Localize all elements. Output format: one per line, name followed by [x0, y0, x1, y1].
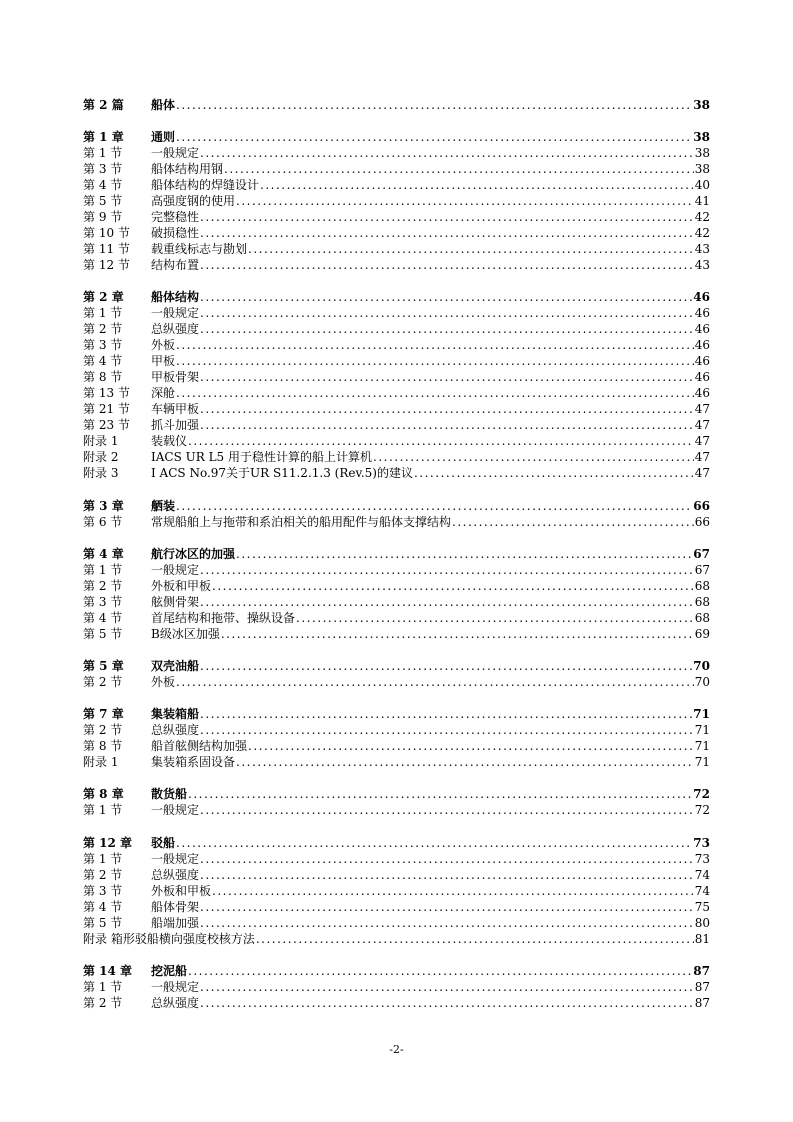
toc-entry-title: 一般规定 [151, 979, 200, 994]
toc-entry-label: 第 1 节 [83, 979, 123, 994]
dot-leader [200, 225, 694, 241]
dot-leader [212, 883, 694, 899]
toc-entry-label: 第 1 节 [83, 146, 123, 161]
toc-entry-label: 第 4 章 [83, 546, 124, 561]
toc-entry-label: 第 3 节 [83, 162, 123, 177]
dot-leader [200, 658, 692, 674]
toc-entry-label: 第 2 节 [83, 867, 123, 882]
toc-entry-row[interactable] [83, 177, 710, 193]
toc-entry-row[interactable] [83, 594, 710, 610]
toc-entry-title: B级冰区加强 [151, 626, 220, 641]
toc-heading-row[interactable] [83, 129, 710, 145]
toc-entry-page: 72 [693, 787, 710, 802]
toc-entry-title: 甲板 [151, 354, 176, 369]
toc-entry-page: 87 [694, 979, 710, 994]
toc-entry-label: 第 13 节 [83, 386, 130, 401]
toc-entry-row[interactable] [83, 449, 710, 465]
toc-entry-label: 第 5 章 [83, 658, 124, 673]
toc-entry-title: 双壳油船 [151, 658, 200, 673]
toc-entry-row[interactable] [83, 578, 710, 594]
toc-entry-title: 船体结构 [151, 290, 200, 305]
toc-entry-label: 第 2 节 [83, 723, 123, 738]
toc-entry-row[interactable] [83, 883, 710, 899]
dot-leader [188, 963, 692, 979]
toc-entry-label: 第 2 篇 [83, 98, 124, 112]
dot-leader [200, 145, 694, 161]
toc-entry-label: 第 5 节 [83, 626, 123, 641]
toc-entry-page: 40 [694, 178, 710, 193]
toc-entry-page: 74 [694, 867, 710, 882]
toc-entry-title: 船端加强 [151, 915, 200, 930]
toc-entry-page: 70 [693, 658, 710, 673]
toc-entry-row[interactable] [83, 433, 710, 449]
section-spacer [83, 690, 710, 706]
dot-leader [200, 995, 694, 1011]
toc-entry-label: 第 2 节 [83, 578, 123, 593]
toc-entry-page: 46 [694, 306, 710, 321]
toc-entry-row[interactable] [83, 241, 710, 257]
toc-entry-title: 常规船舶上与拖带和系泊相关的船用配件与船体支撑结构 [151, 514, 452, 529]
toc-entry-label: 附录 2 [83, 450, 119, 465]
toc-entry-title: 高强度钢的使用 [151, 194, 236, 209]
toc-entry-title: 一般规定 [151, 803, 200, 818]
toc-heading-row[interactable] [83, 786, 710, 802]
section-spacer [83, 818, 710, 834]
dot-leader [200, 257, 694, 273]
toc-entry-page: 73 [693, 835, 710, 850]
toc-entry-label: 第 1 章 [83, 130, 124, 145]
toc-entry-row[interactable] [83, 337, 710, 353]
toc-entry-label: 第 2 节 [83, 995, 123, 1010]
toc-entry-title: 一般规定 [151, 146, 200, 161]
toc-entry-title: 航行冰区的加强 [151, 546, 236, 561]
toc-entry-page: 38 [693, 130, 710, 145]
toc-entry-row[interactable] [83, 851, 710, 867]
toc-entry-label: 第 12 节 [83, 258, 130, 273]
toc-entry-title: 总纵强度 [151, 995, 200, 1010]
toc-entry-title: 完整稳性 [151, 210, 200, 225]
toc-heading-row[interactable] [83, 97, 710, 113]
toc-entry-page: 71 [694, 739, 710, 754]
toc-entry-page: 38 [693, 98, 710, 112]
toc-entry-page: 46 [694, 322, 710, 337]
toc-entry-label: 第 2 章 [83, 290, 124, 305]
toc-entry-row[interactable] [83, 626, 710, 642]
toc-entry-page: 69 [694, 626, 710, 641]
toc-entry-label: 第 4 节 [83, 899, 123, 914]
toc-entry-page: 71 [694, 723, 710, 738]
toc-entry-label: 第 21 节 [83, 402, 130, 417]
dot-leader [176, 97, 692, 113]
toc-entry-row[interactable] [83, 867, 710, 883]
toc-entry-row[interactable] [83, 722, 710, 738]
toc-entry-label: 第 1 节 [83, 306, 123, 321]
toc-entry-row[interactable] [83, 915, 710, 931]
section-spacer [83, 770, 710, 786]
dot-leader [248, 241, 694, 257]
toc-entry-label: 附录 3 [83, 466, 119, 481]
toc-entry-row[interactable] [83, 931, 710, 947]
toc-entry-label: 第 6 节 [83, 514, 123, 529]
toc-entry-label: 第 11 节 [83, 242, 130, 257]
toc-entry-title: 外板和甲板 [151, 578, 212, 593]
toc-entry-page: 71 [693, 707, 710, 722]
toc-entry-row[interactable] [83, 193, 710, 209]
toc-entry-page: 80 [694, 915, 710, 930]
toc-entry-title: 甲板骨架 [151, 370, 200, 385]
toc-entry-row[interactable] [83, 401, 710, 417]
toc-entry-label: 第 7 章 [83, 707, 124, 722]
dot-leader [373, 449, 694, 465]
dot-leader [236, 193, 694, 209]
toc-entry-row[interactable] [83, 369, 710, 385]
toc-entry-title: 通则 [151, 130, 176, 145]
toc-entry-label: 第 23 节 [83, 418, 130, 433]
dot-leader [236, 546, 692, 562]
toc-entry-page: 66 [694, 514, 710, 529]
toc-entry-label: 第 1 节 [83, 803, 123, 818]
toc-entry-label: 第 8 章 [83, 787, 124, 802]
dot-leader [200, 867, 694, 883]
toc-entry-title: 总纵强度 [151, 723, 200, 738]
toc-entry-page: 41 [694, 194, 710, 209]
toc-entry-label: 第 3 节 [83, 338, 123, 353]
dot-leader [200, 305, 694, 321]
dot-leader [176, 498, 692, 514]
toc-entry-label: 第 2 节 [83, 322, 123, 337]
toc-entry-row[interactable] [83, 995, 710, 1011]
toc-entry-title: 船首舷侧结构加强 [151, 739, 248, 754]
toc-entry-page: 87 [694, 995, 710, 1010]
toc-entry-label: 第 3 节 [83, 883, 123, 898]
toc-entry-title: 装载仪 [151, 434, 188, 449]
section-spacer [83, 530, 710, 546]
toc-entry-title: IACS UR L5 用于稳性计算的船上计算机 [151, 450, 373, 465]
toc-entry-label: 第 2 节 [83, 674, 123, 689]
dot-leader [414, 465, 694, 481]
dot-leader [221, 626, 694, 642]
toc-heading-row[interactable] [83, 706, 710, 722]
toc-entry-title: 一般规定 [151, 562, 200, 577]
dot-leader [296, 610, 694, 626]
toc-entry-title: I ACS No.97关于UR S11.2.1.3 (Rev.5)的建议 [151, 466, 413, 481]
dot-leader [200, 594, 694, 610]
dot-leader [188, 433, 694, 449]
toc-entry-title: 散货船 [151, 787, 188, 802]
toc-entry-page: 68 [694, 578, 710, 593]
dot-leader [200, 706, 692, 722]
toc-entry-label: 第 10 节 [83, 226, 130, 241]
toc-entry-row[interactable] [83, 161, 710, 177]
toc-entry-label: 第 9 节 [83, 210, 123, 225]
toc-entry-page: 87 [693, 963, 710, 978]
toc-entry-title: 载重线标志与勘划 [151, 242, 248, 257]
toc-entry-page: 46 [693, 290, 710, 305]
dot-leader [452, 514, 694, 530]
toc-entry-row[interactable] [83, 305, 710, 321]
toc-entry-title: 外板和甲板 [151, 883, 212, 898]
toc-entry-row[interactable] [83, 514, 710, 530]
toc-heading-row[interactable] [83, 835, 710, 851]
toc-entry-row[interactable] [83, 145, 710, 161]
toc-entry-title: 船体 [151, 98, 176, 112]
toc-entry-page: 47 [694, 418, 710, 433]
toc-entry-title: 一般规定 [151, 851, 200, 866]
dot-leader [200, 979, 694, 995]
toc-entry-title: 船体结构的焊缝设计 [151, 178, 260, 193]
toc-entry-row[interactable] [83, 610, 710, 626]
toc-entry-label: 附录 1 [83, 755, 119, 770]
toc-entry-row[interactable] [83, 899, 710, 915]
toc-entry-row[interactable] [83, 385, 710, 401]
toc-entry-label: 第 3 节 [83, 594, 123, 609]
toc-entry-row[interactable] [83, 738, 710, 754]
toc-entry-row[interactable] [83, 754, 710, 770]
toc-entry-label: 第 3 章 [83, 498, 124, 513]
page-number: -2- [389, 1043, 404, 1056]
toc-entry-title: 舷侧骨架 [151, 594, 200, 609]
section-spacer [83, 273, 710, 289]
toc-entry-page: 47 [694, 450, 710, 465]
section-spacer [83, 642, 710, 658]
toc-entry-page: 68 [694, 594, 710, 609]
toc-entry-row[interactable] [83, 674, 710, 690]
toc-entry-page: 75 [694, 899, 710, 914]
toc-entry-page: 42 [694, 226, 710, 241]
dot-leader [200, 369, 694, 385]
toc-entry-row[interactable] [83, 225, 710, 241]
toc-entry-page: 46 [694, 370, 710, 385]
dot-leader [188, 786, 692, 802]
toc-entry-title: 首尾结构和拖带、操纵设备 [151, 610, 296, 625]
dot-leader [176, 129, 692, 145]
dot-leader [200, 851, 694, 867]
dot-leader [224, 161, 694, 177]
dot-leader [200, 321, 694, 337]
toc-entry-title: 船体骨架 [151, 899, 200, 914]
toc-entry-page: 72 [694, 803, 710, 818]
dot-leader [200, 289, 692, 305]
toc-entry-label: 第 1 节 [83, 851, 123, 866]
toc-heading-row[interactable] [83, 289, 710, 305]
toc-entry-page: 66 [693, 498, 710, 513]
toc-entry-title: 挖泥船 [151, 963, 188, 978]
toc-entry-title: 总纵强度 [151, 322, 200, 337]
toc-entry-label: 第 5 节 [83, 194, 123, 209]
toc-entry-title: 舾装 [151, 498, 176, 513]
toc-entry-page: 68 [694, 610, 710, 625]
toc-entry-row[interactable] [83, 417, 710, 433]
toc-entry-title: 抓斗加强 [151, 418, 200, 433]
dot-leader [236, 754, 694, 770]
dot-leader [200, 562, 694, 578]
toc-entry-label: 第 5 节 [83, 915, 123, 930]
toc-entry-page: 38 [694, 146, 710, 161]
toc-entry-label: 第 8 节 [83, 739, 123, 754]
toc-entry-title: 附录 箱形驳船横向强度校核方法 [83, 931, 255, 946]
dot-leader [176, 337, 694, 353]
toc-entry-row[interactable] [83, 979, 710, 995]
toc-entry-title: 集装箱船 [151, 707, 200, 722]
dot-leader [200, 899, 694, 915]
toc-entry-label: 第 12 章 [83, 835, 133, 850]
toc-entry-title: 结构布置 [151, 258, 200, 273]
section-spacer [83, 113, 710, 129]
toc-entry-page: 74 [694, 883, 710, 898]
toc-entry-title: 驳船 [151, 835, 176, 850]
toc-entry-page: 47 [694, 402, 710, 417]
toc-entry-page: 42 [694, 210, 710, 225]
dot-leader [200, 722, 694, 738]
toc-entry-title: 外板 [151, 674, 176, 689]
toc-entry-label: 第 1 节 [83, 562, 123, 577]
toc-heading-row[interactable] [83, 658, 710, 674]
dot-leader [176, 674, 694, 690]
dot-leader [200, 417, 694, 433]
toc-entry-page: 67 [694, 562, 710, 577]
section-spacer [83, 947, 710, 963]
toc-entry-page: 43 [694, 242, 710, 257]
dot-leader [176, 835, 692, 851]
toc-entry-page: 43 [694, 258, 710, 273]
dot-leader [200, 802, 694, 818]
toc-entry-row[interactable] [83, 209, 710, 225]
toc-entry-label: 附录 1 [83, 434, 119, 449]
toc-entry-label: 第 8 节 [83, 370, 123, 385]
toc-entry-title: 外板 [151, 338, 176, 353]
table-of-contents [83, 97, 710, 1011]
toc-entry-label: 第 4 节 [83, 610, 123, 625]
dot-leader [176, 385, 694, 401]
toc-entry-title: 车辆甲板 [151, 402, 200, 417]
toc-heading-row[interactable] [83, 498, 710, 514]
toc-entry-page: 47 [694, 466, 710, 481]
toc-entry-page: 73 [694, 851, 710, 866]
toc-entry-label: 第 4 节 [83, 354, 123, 369]
dot-leader [200, 401, 694, 417]
toc-entry-row[interactable] [83, 353, 710, 369]
toc-entry-title: 一般规定 [151, 306, 200, 321]
toc-entry-page: 67 [693, 546, 710, 561]
toc-entry-page: 47 [694, 434, 710, 449]
dot-leader [176, 353, 694, 369]
toc-entry-row[interactable] [83, 562, 710, 578]
toc-entry-page: 71 [694, 755, 710, 770]
section-spacer [83, 481, 710, 497]
dot-leader [200, 209, 694, 225]
toc-entry-row[interactable] [83, 465, 710, 481]
toc-entry-title: 船体结构用钢 [151, 162, 224, 177]
dot-leader [260, 177, 694, 193]
dot-leader [200, 915, 694, 931]
toc-entry-page: 46 [694, 354, 710, 369]
toc-entry-title: 总纵强度 [151, 867, 200, 882]
dot-leader [256, 931, 694, 947]
toc-entry-label: 第 4 节 [83, 178, 123, 193]
toc-entry-row[interactable] [83, 321, 710, 337]
toc-heading-row[interactable] [83, 546, 710, 562]
toc-heading-row[interactable] [83, 963, 710, 979]
toc-entry-page: 81 [694, 931, 710, 946]
toc-entry-label: 第 14 章 [83, 963, 133, 978]
toc-entry-page: 46 [694, 338, 710, 353]
toc-entry-page: 46 [694, 386, 710, 401]
dot-leader [248, 738, 694, 754]
toc-entry-row[interactable] [83, 257, 710, 273]
toc-entry-page: 70 [694, 674, 710, 689]
toc-entry-row[interactable] [83, 802, 710, 818]
dot-leader [212, 578, 694, 594]
toc-entry-page: 38 [694, 162, 710, 177]
toc-entry-title: 破损稳性 [151, 226, 200, 241]
toc-entry-title: 集装箱系固设备 [151, 755, 236, 770]
toc-entry-title: 深舱 [151, 386, 176, 401]
